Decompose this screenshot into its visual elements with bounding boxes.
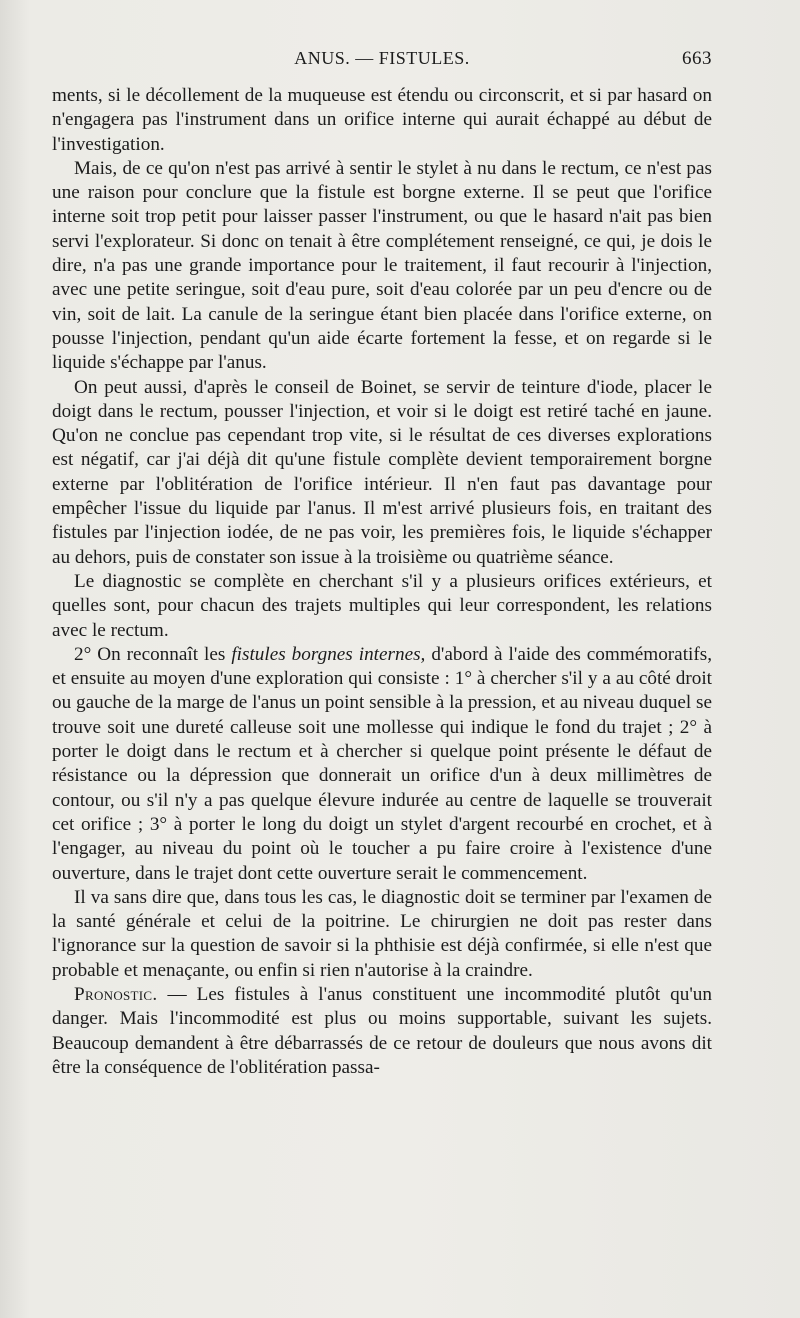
paragraph: ments, si le décollement de la muqueuse est étendu ou circonscrit, et si par hasard on n'engagera pas l'instrument dans un orifice interne qui aurait échappé au début de l'investigation. [52, 85, 712, 155]
paragraph-pronostic [52, 983, 712, 1080]
paragraph: Mais, de ce qu'on n'est pas arrivé à sentir le stylet à nu dans le rectum, ce n'est pas une raison pour conclure que la fistule est borgne externe. Il se peut que l'orifice interne soit trop petit pour laisser passer l'instrument, ou que le hasard n'ait pas bien servi l'explorateur. Si donc on tenait à être complétement renseigné, ce qui, je dois le dire, n'a pas une grande importance pour le traitement, il faut recourir à l'injection, avec une petite seringue, soit d'eau pure, soit d'eau colorée par un peu d'encre ou de vin, soit de lait. La canule de la seringue étant bien placée dans l'orifice externe, on pousse l'injection, pendant qu'un aide écarte fortement la fesse, et on regarde si le liquide s'échappe par l'anus. [52, 157, 712, 374]
page-number: 663 [682, 48, 712, 69]
paragraph-rest: d'abord à l'aide des commémoratifs, et ensuite au moyen d'une exploration qui consiste : 1° à chercher s'il y a au côté droit ou gauche de la marge de l'anus un point sensible à la pression, et au niveau duquel se trouve soit une dureté calleuse soit une mollesse qui indique le fond du trajet ; 2° à porter le doigt dans le rectum et à chercher si quelque point présente le défaut de résistance ou la dépression que donnerait un orifice d'un à deux millimètres de contour, ou s'il n'y a pas quelque élevure indurée au centre de laquelle se trouverait cet orifice ; 3° à porter le long du doigt un stylet d'argent recourbé en crochet, et à l'engager, au niveau du point où le toucher a pu faire croire à l'existence d'une ouverture, dans le trajet dont cette ouverture serait le commencement. [52, 643, 713, 884]
running-title: ANUS. — FISTULES. [294, 48, 470, 68]
paragraph: Le diagnostic se complète en cherchant s'il y a plusieurs orifices extérieurs, et quelles sont, pour chacun des trajets multiples qui leur correspondent, les relations avec le rectum. [52, 570, 712, 641]
paragraph-fistules-borgnes [52, 643, 712, 886]
paragraph: On peut aussi, d'après le conseil de Boinet, se servir de teinture d'iode, placer le doigt dans le rectum, pousser l'injection, et voir si le doigt est retiré taché en jaune. Qu'on ne conclue pas cependant trop vite, si le résultat de ces diverses explorations est négatif, car j'ai déjà dit qu'une fistule complète devient temporairement borgne externe par l'oblitération de l'orifice intérieur. Il n'en faut pas davantage pour empêcher l'issue du liquide par l'anus. Il m'est arrivé plusieurs fois, en traitant des fistules par l'injection iodée, de ne pas voir, les premières fois, le liquide s'échapper au dehors, puis de constater son issue à la troisième ou quatrième séance. [52, 376, 712, 568]
paragraph-lead: 2° On reconnaît les [74, 643, 232, 665]
running-head [52, 48, 712, 84]
paragraph: Il va sans dire que, dans tous les cas, le diagnostic doit se terminer par l'examen de la santé générale et celui de la poitrine. Le chirurgien ne doit pas rester dans l'ignorance sur la question de savoir si la phthisie est déjà confirmée, si elle n'est que probable et menaçante, ou enfin si rien n'autorise à la craindre. [52, 886, 712, 981]
section-heading: Pronostic. [74, 983, 158, 1005]
paragraph-rest: — Les fistules à l'anus constituent une incommodité plutôt qu'un danger. Mais l'incommodité est plus ou moins supportable, suivant les sujets. Beaucoup demandent à être débarrassés de ce retour de douleurs que nous avons dit être la conséquence de l'oblitération passa- [52, 983, 712, 1078]
italic-term: fistules borgnes internes, [231, 643, 426, 665]
body-text [52, 84, 712, 1080]
